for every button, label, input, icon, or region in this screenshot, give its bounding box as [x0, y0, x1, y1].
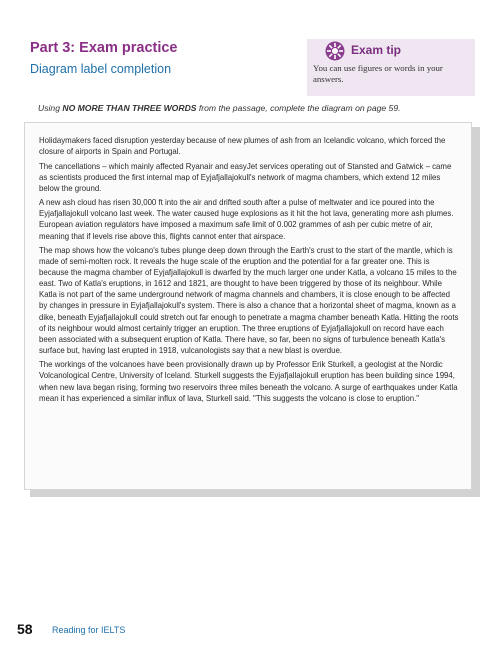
exam-tip-text: You can use figures or words in your answers. — [313, 63, 443, 84]
reading-passage — [24, 122, 472, 490]
passage-paragraph-2: The cancellations – which mainly affected Ryanair and easyJet services operating out of Stansted and Gatwick – came as scientists produced the first internal map of Eyjafjallajokull's network of magma chambers, which extend 12 miles below the ground. — [39, 161, 452, 193]
exam-tip-icon — [324, 40, 346, 62]
exam-tip-heading: Exam tip — [351, 43, 402, 57]
instruction-after: from the passage, complete the diagram on page 59. — [196, 103, 401, 113]
book-title: Reading for IELTS — [52, 625, 126, 635]
passage-paragraph-4: The map shows how the volcano's tubes plunge deep down through the Earth's crust to the start of the mantle, which is made of semi-molten rock. It reveals the huge scale of the eruption and the potential for a far greater one. This is because the magma chamber of Eyjafjallajokull is dwarfed by the much larger one under Katla, a volcano 15 miles to the east. Two of Katla's eruptions, in 1612 and 1821, are thought to have been triggered by those of its neighbour. While Katla is not part of the same underground network of magma channels and chambers, it is close enough to be affected by changes in pressure in Eyjafjallajokull's system. There is also a chance that a horizontal sheet of magma, known as a dike, beneath Eyjafjallajokull could stretch out far enough to penetrate a magma chamber beneath Katla. Hitting the roots of its neighbour would almost certainly trigger an eruption. The three eruptions of Eyjafjallajokull on record have each been associated with a subsequent eruption of Katla. There have, so far, been no signs of turbulence beneath Katla's surface but, having last erupted in 1918, vulcanologists say that a new blast is overdue. — [39, 246, 459, 355]
instruction-before: Using — [38, 103, 63, 113]
task-instruction — [38, 103, 468, 113]
passage-paragraph-1: Holidaymakers faced disruption yesterday because of new plumes of ash from an Icelandic volcano, which forced the closure of airports in Spain and Portugal. — [39, 136, 446, 157]
part-title: Part 3: Exam practice — [30, 40, 178, 56]
passage-paragraph-5: The workings of the volcanoes have been provisionally drawn up by Professor Erik Sturkell, a geologist at the Nordic Volcanological Centre, University of Iceland. Sturkell suggests the Eyjafjallajokull eruption has been building since 1994, when new lava began rising, forming two reservoirs three miles beneath the volcano. A surge of earthquakes under Katla mean it has experienced a similar influx of lava, Sturkell said. "This suggests the volcano is close to eruption." — [39, 360, 458, 403]
page-number: 58 — [17, 621, 33, 637]
section-subtitle: Diagram label completion — [30, 62, 172, 76]
passage-paragraph-3: A new ash cloud has risen 30,000 ft into the air and drifted south after a pulse of meltwater and ice poured into the Eyjafjallajokull volcano last week. The water caused huge explosions as it hit the hot lava, generating more ash plumes. European aviation regulators have imposed a maximum safe limit of 0.002 grammes of ash per cubic metre of air, meaning that if levels rise above this, flights cannot enter that airspace. — [39, 198, 454, 241]
header — [30, 40, 310, 76]
exam-tip-box — [307, 39, 475, 96]
instruction-emphasis: NO MORE THAN THREE WORDS — [62, 103, 197, 113]
